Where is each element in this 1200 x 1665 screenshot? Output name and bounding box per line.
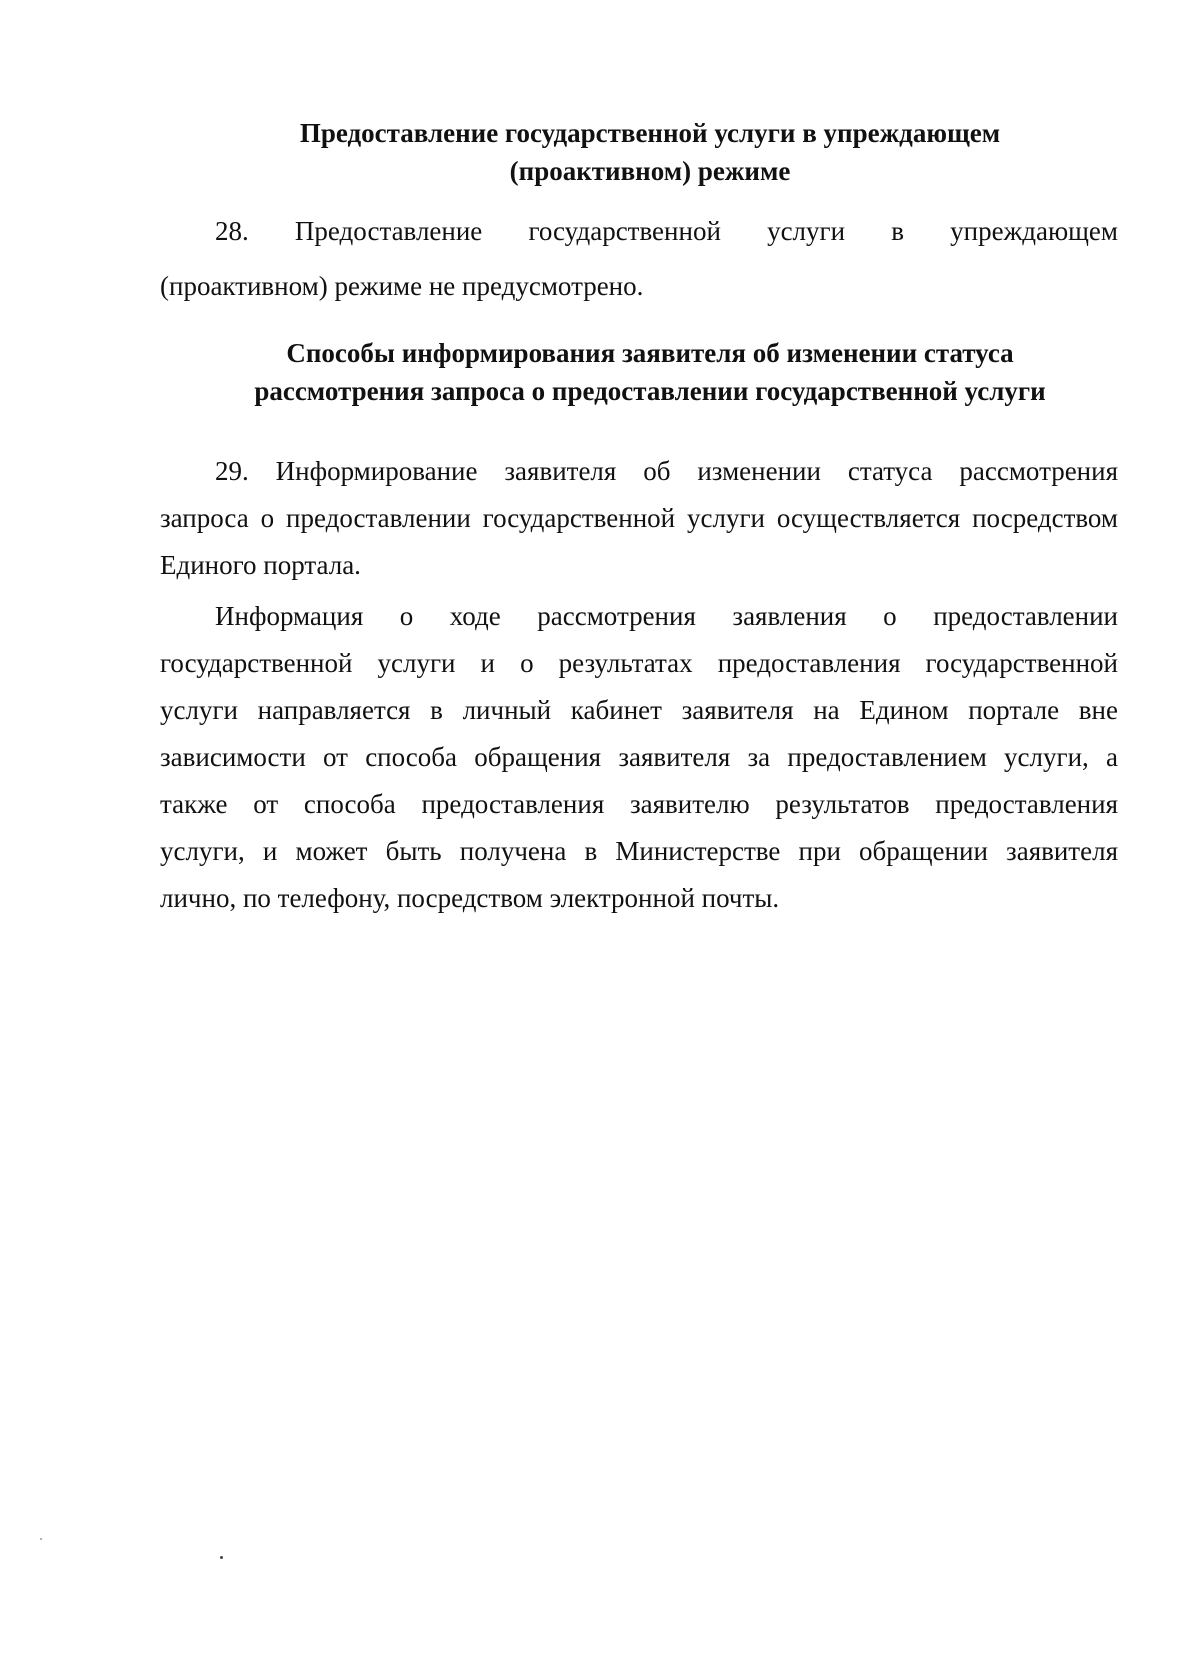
section-heading-status-notification: [180, 334, 1120, 410]
paragraph-29: [160, 448, 1118, 589]
scan-speck: [40, 1538, 42, 1540]
paragraph-line: запроса о предоставлении государственной услуги осуществляется посредством: [160, 503, 1118, 533]
scan-speck: [220, 1556, 223, 1559]
paragraph-line: Единого портала.: [160, 550, 361, 580]
heading-line: Способы информирования заявителя об изменении статуса: [286, 338, 1014, 368]
paragraph-line: услуги, и может быть получена в Министерстве при обращении заявителя: [160, 836, 1118, 866]
paragraph-line: также от способа предоставления заявителю результатов предоставления: [160, 789, 1118, 819]
paragraph-line: 29. Информирование заявителя об изменении статуса рассмотрения: [215, 456, 1118, 486]
paragraph-line: услуги направляется в личный кабинет заявителя на Едином портале вне: [160, 695, 1118, 725]
paragraph-28: [160, 204, 1118, 314]
heading-line: рассмотрения запроса о предоставлении государственной услуги: [254, 376, 1046, 406]
heading-line: (проактивном) режиме: [509, 156, 791, 186]
paragraph-information: [160, 593, 1118, 922]
paragraph-line: Информация о ходе рассмотрения заявления о предоставлении: [215, 601, 1118, 631]
paragraph-line: государственной услуги и о результатах предоставления государственной: [160, 648, 1118, 678]
paragraph-line: 28. Предоставление государственной услуги в упреждающем: [215, 216, 1118, 246]
section-heading-proactive-mode: [230, 114, 1070, 190]
paragraph-line: (проактивном) режиме не предусмотрено.: [160, 271, 644, 301]
paragraph-line: зависимости от способа обращения заявителя за предоставлением услуги, а: [160, 742, 1118, 772]
heading-line: Предоставление государственной услуги в упреждающем: [299, 118, 1001, 148]
paragraph-line: лично, по телефону, посредством электронной почты.: [160, 883, 780, 913]
